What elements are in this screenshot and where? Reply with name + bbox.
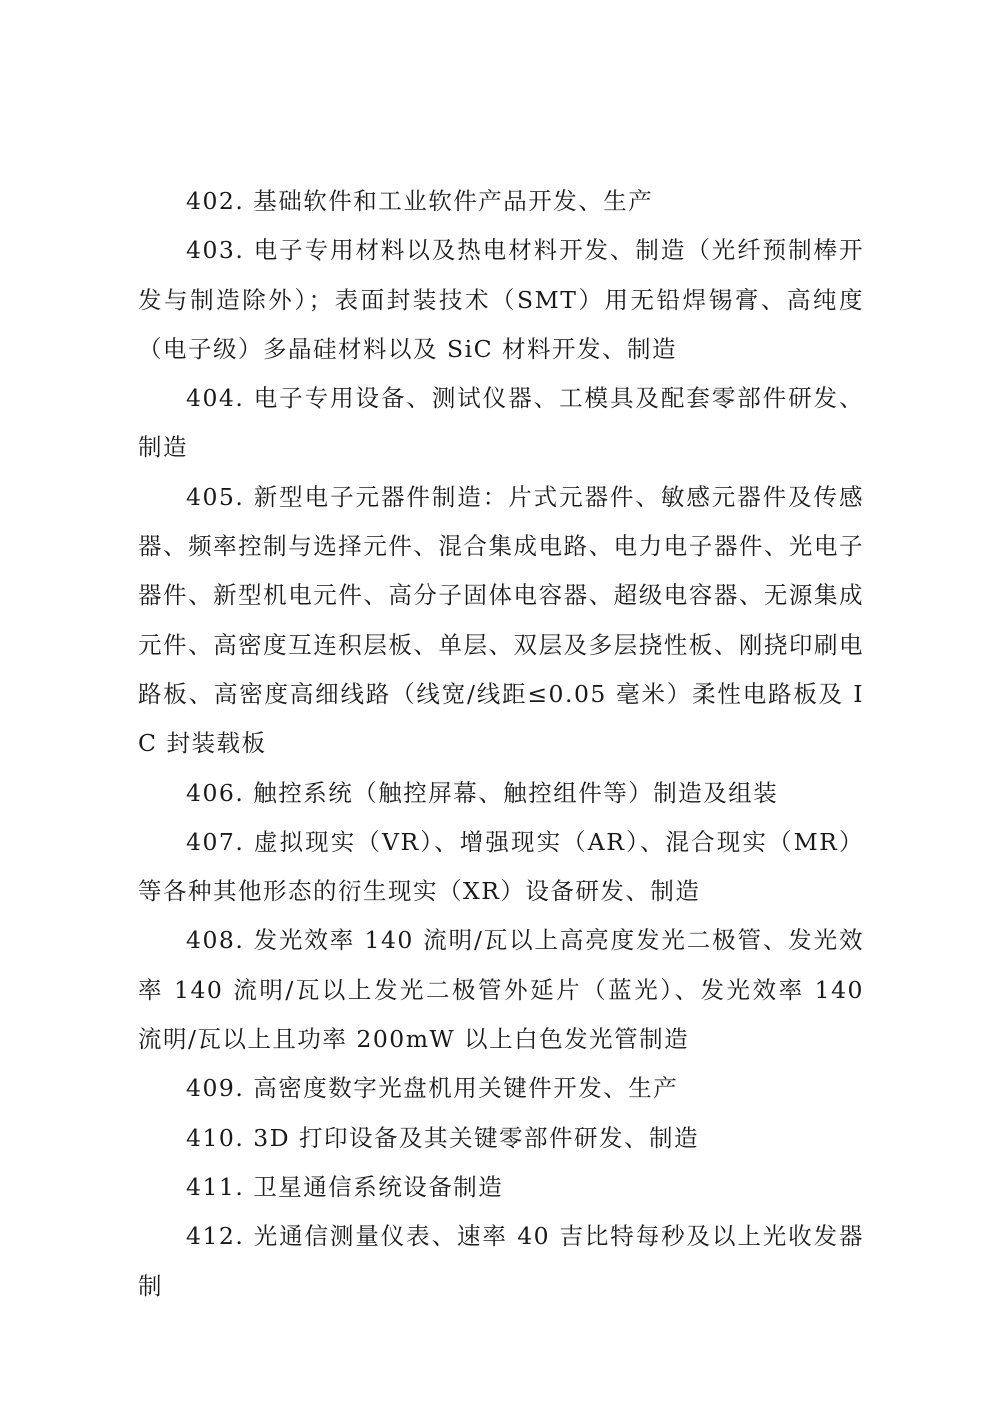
list-item-406: 406. 触控系统（触控屏幕、触控组件等）制造及组装: [186, 778, 779, 807]
list-item-409: 409. 高密度数字光盘机用关键件开发、生产: [186, 1074, 679, 1103]
list-item-405: 405. 新型电子元器件制造：片式元器件、敏感元器件及传感器、频率控制与选择元件、混合集成电路、电力电子器件、光电子器件、新型机电元件、高分子固体电容器、超级电容器、无源集成元件、高密度互连积层板、单层、双层及多层挠性板、刚挠印刷电路板、高密度高细线路（线宽/线距≤0.05 毫米）柔性电路板及 IC 封装载板: [138, 482, 864, 758]
list-item-402: 402. 基础软件和工业软件产品开发、生产: [186, 187, 654, 215]
list-item-404: 404. 电子专用设备、测试仪器、工模具及配套零部件研发、制造: [138, 384, 864, 462]
list-item-408: 408. 发光效率 140 流明/瓦以上高亮度发光二极管、发光效率 140 流明/瓦以上发光二极管外延片（蓝光）、发光效率 140 流明/瓦以上且功率 200mW 以上白色发光管制造: [138, 926, 864, 1054]
list-item-411: 411. 卫星通信系统设备制造: [186, 1172, 504, 1201]
list-item-410: 410. 3D 打印设备及其关键零部件研发、制造: [186, 1123, 700, 1152]
list-item-412: 412. 光通信测量仪表、速率 40 吉比特每秒及以上光收发器制: [138, 1222, 864, 1300]
list-item-407: 407. 虚拟现实（VR）、增强现实（AR）、混合现实（MR）等各种其他形态的衍生现实（XR）设备研发、制造: [138, 827, 864, 906]
list-item-403: 403. 电子专用材料以及热电材料开发、制造（光纤预制棒开发与制造除外）；表面封装技术（SMT）用无铅焊锡膏、高纯度（电子级）多晶硅材料以及 SiC 材料开发、制造: [138, 236, 864, 363]
document-body: [138, 177, 864, 1311]
